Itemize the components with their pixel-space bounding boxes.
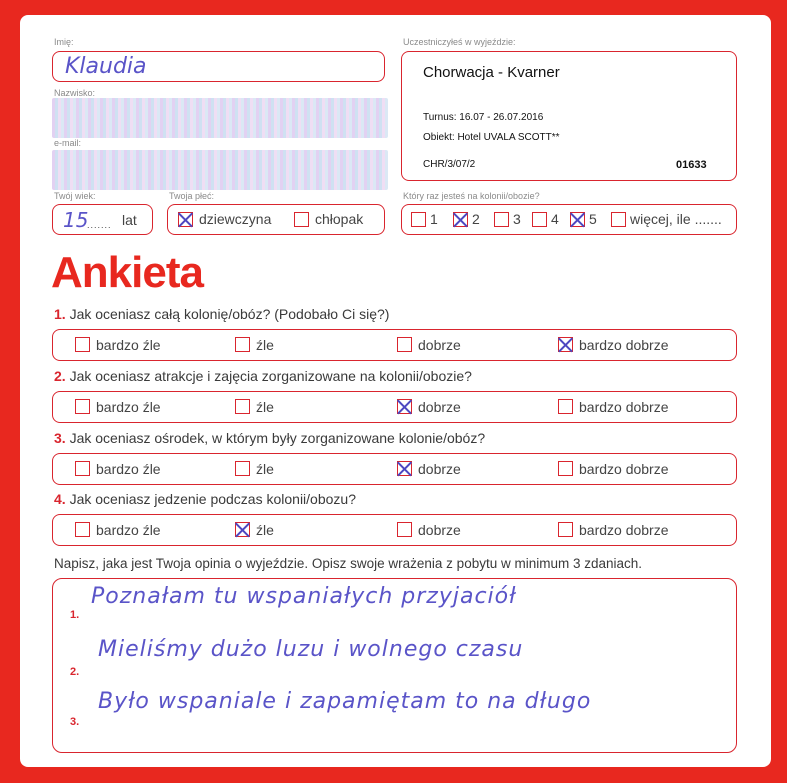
- camp-count-2-label: 2: [472, 211, 480, 227]
- gender-label: Twoja płeć:: [169, 191, 215, 201]
- question-3-option-4-label: bardzo dobrze: [579, 461, 669, 477]
- trip-destination: Chorwacja - Kvarner: [423, 64, 560, 81]
- opinion-line-2-text: Mieliśmy dużo luzu i wolnego czasu: [98, 637, 524, 662]
- question-2-number: 2.: [54, 368, 66, 384]
- first-name-value: Klaudia: [65, 54, 147, 79]
- question-1-option-1-checkbox[interactable]: [75, 337, 90, 352]
- last-name-redacted: [52, 98, 388, 138]
- question-4-option-4-checkbox[interactable]: [558, 522, 573, 537]
- first-name-label: Imię:: [54, 37, 74, 47]
- question-4-option-2-label: źle: [256, 522, 274, 538]
- trip-number: 01633: [676, 159, 707, 171]
- camp-count-more-label: więcej, ile .......: [630, 211, 722, 227]
- question-1-option-4-checkbox[interactable]: [558, 337, 573, 352]
- camp-count-4-checkbox[interactable]: [532, 212, 547, 227]
- camp-count-3-checkbox[interactable]: [494, 212, 509, 227]
- question-2-option-1-label: bardzo źle: [96, 399, 161, 415]
- gender-girl-label: dziewczyna: [199, 211, 272, 227]
- question-2-option-4-checkbox[interactable]: [558, 399, 573, 414]
- question-3-option-4-checkbox[interactable]: [558, 461, 573, 476]
- trip-info-box: [401, 51, 737, 181]
- gender-boy-checkbox[interactable]: [294, 212, 309, 227]
- question-4-option-2-checkbox[interactable]: [235, 522, 250, 537]
- camp-count-more-checkbox[interactable]: [611, 212, 626, 227]
- trip-label: Uczestniczyłeś w wyjeździe:: [403, 37, 516, 47]
- trip-turnus: Turnus: 16.07 - 26.07.2016: [423, 112, 544, 123]
- question-3-label: Jak oceniasz ośrodek, w którym były zorganizowane kolonie/obóz?: [69, 430, 486, 446]
- question-4-options: [52, 514, 737, 546]
- question-3-number: 3.: [54, 430, 66, 446]
- question-1-text: [54, 306, 389, 322]
- question-1-option-3-label: dobrze: [418, 337, 461, 353]
- question-2-text: [54, 368, 472, 384]
- first-name-field[interactable]: [52, 51, 385, 82]
- opinion-box[interactable]: [52, 578, 737, 753]
- question-2-option-1-checkbox[interactable]: [75, 399, 90, 414]
- question-2-label: Jak oceniasz atrakcje i zajęcia zorganizowane na kolonii/obozie?: [69, 368, 472, 384]
- age-field[interactable]: [52, 204, 153, 235]
- question-4-option-1-label: bardzo źle: [96, 522, 161, 538]
- trip-code: CHR/3/07/2: [423, 159, 476, 170]
- survey-title: Ankieta: [51, 248, 203, 297]
- question-2-option-2-checkbox[interactable]: [235, 399, 250, 414]
- opinion-line-3-text: Było wspaniale i zapamiętam to na długo: [98, 689, 592, 714]
- email-redacted: [52, 150, 388, 190]
- question-1-option-4-label: bardzo dobrze: [579, 337, 669, 353]
- question-1-number: 1.: [54, 306, 66, 322]
- age-dots: .......: [87, 220, 112, 230]
- question-4-option-3-label: dobrze: [418, 522, 461, 538]
- gender-boy-label: chłopak: [315, 211, 364, 227]
- trip-object: Obiekt: Hotel UVALA SCOTT**: [423, 132, 560, 143]
- camp-count-1-checkbox[interactable]: [411, 212, 426, 227]
- camp-count-5-checkbox[interactable]: [570, 212, 585, 227]
- question-1-option-3-checkbox[interactable]: [397, 337, 412, 352]
- question-2-option-3-checkbox[interactable]: [397, 399, 412, 414]
- camp-count-2-checkbox[interactable]: [453, 212, 468, 227]
- question-3-options: [52, 453, 737, 485]
- question-1-options: [52, 329, 737, 361]
- question-4-option-4-label: bardzo dobrze: [579, 522, 669, 538]
- camp-count-5-label: 5: [589, 211, 597, 227]
- question-4-text: [54, 491, 356, 507]
- opinion-prompt: Napisz, jaka jest Twoja opinia o wyjeździe. Opisz swoje wrażenia z pobytu w minimum 3 zdaniach.: [54, 556, 643, 571]
- question-2-option-4-label: bardzo dobrze: [579, 399, 669, 415]
- question-1-label: Jak oceniasz całą kolonię/obóz? (Podobało Ci się?): [69, 306, 390, 322]
- question-2-option-3-label: dobrze: [418, 399, 461, 415]
- gender-field: [167, 204, 385, 235]
- question-3-option-3-label: dobrze: [418, 461, 461, 477]
- opinion-line-3-number: 3.: [70, 716, 80, 728]
- question-3-option-3-checkbox[interactable]: [397, 461, 412, 476]
- question-4-option-3-checkbox[interactable]: [397, 522, 412, 537]
- question-4-label: Jak oceniasz jedzenie podczas kolonii/obozu?: [69, 491, 356, 507]
- question-1-option-1-label: bardzo źle: [96, 337, 161, 353]
- camp-count-1-label: 1: [430, 211, 438, 227]
- question-3-text: [54, 430, 485, 446]
- question-1-option-2-label: źle: [256, 337, 274, 353]
- question-3-option-2-checkbox[interactable]: [235, 461, 250, 476]
- camp-count-label: Który raz jesteś na kolonii/obozie?: [403, 191, 540, 201]
- question-4-number: 4.: [54, 491, 66, 507]
- question-3-option-1-label: bardzo źle: [96, 461, 161, 477]
- question-2-option-2-label: źle: [256, 399, 274, 415]
- gender-girl-checkbox[interactable]: [178, 212, 193, 227]
- camp-count-4-label: 4: [551, 211, 559, 227]
- opinion-line-1-number: 1.: [70, 609, 80, 621]
- camp-count-3-label: 3: [513, 211, 521, 227]
- opinion-line-2-number: 2.: [70, 666, 80, 678]
- email-label: e-mail:: [54, 138, 82, 148]
- age-unit: lat: [122, 212, 137, 228]
- opinion-line-1-text: Poznałam tu wspaniałych przyjaciół: [91, 584, 517, 609]
- age-value: 15: [63, 208, 89, 232]
- question-3-option-1-checkbox[interactable]: [75, 461, 90, 476]
- last-name-label: Nazwisko:: [54, 88, 96, 98]
- age-label: Twój wiek:: [54, 191, 96, 201]
- question-1-option-2-checkbox[interactable]: [235, 337, 250, 352]
- camp-count-field: [401, 204, 737, 235]
- question-4-option-1-checkbox[interactable]: [75, 522, 90, 537]
- question-2-options: [52, 391, 737, 423]
- question-3-option-2-label: źle: [256, 461, 274, 477]
- survey-sheet: [20, 15, 771, 767]
